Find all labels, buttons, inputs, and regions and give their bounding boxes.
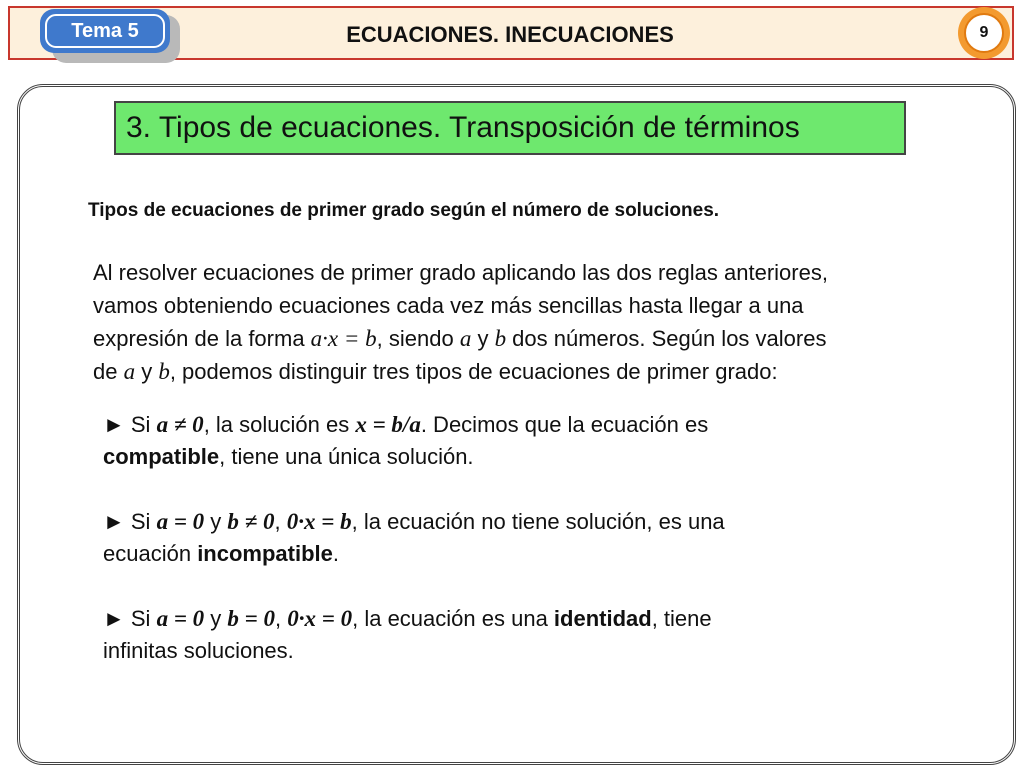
subtitle: Tipos de ecuaciones de primer grado según el número de soluciones.	[88, 200, 720, 221]
page-number: 9	[979, 24, 989, 41]
math-expression: a·x = b	[310, 326, 377, 351]
page-number-badge	[958, 7, 1010, 59]
intro-line-3: expresión de la forma a·x = b, siendo a y b dos números. Según los valores	[93, 326, 827, 351]
keyword-identity: identidad	[553, 606, 652, 631]
header-title: ECUACIONES. INECUACIONES	[346, 22, 674, 47]
intro-line-1: Al resolver ecuaciones de primer grado aplicando las dos reglas anteriores,	[93, 260, 828, 285]
bullet-arrow-icon: ► Si	[103, 509, 157, 534]
case-identity: ► Si a = 0 y b = 0, 0·x = 0, la ecuación es una identidad, tiene infinitas soluciones.	[103, 606, 712, 663]
topic-tag[interactable]	[40, 9, 170, 53]
topic-tag-label: Tema 5	[71, 19, 139, 42]
bullet-arrow-icon: ► Si	[103, 606, 157, 631]
intro-paragraph	[93, 256, 973, 388]
intro-line-2: vamos obteniendo ecuaciones cada vez más sencillas hasta llegar a una	[93, 293, 804, 318]
keyword-compatible: compatible	[103, 444, 220, 469]
intro-line-4: de a y b, podemos distinguir tres tipos de ecuaciones de primer grado:	[93, 359, 778, 384]
bullet-arrow-icon: ► Si	[103, 412, 157, 437]
keyword-incompatible: incompatible	[197, 541, 333, 566]
section-title-text: 3. Tipos de ecuaciones. Transposición de términos	[126, 111, 800, 144]
case-incompatible: ► Si a = 0 y b ≠ 0, 0·x = b, la ecuación no tiene solución, es una ecuación incompatible.	[103, 509, 725, 566]
section-title	[114, 101, 906, 155]
case-compatible: ► Si a ≠ 0, la solución es x = b/a. Decimos que la ecuación es compatible, tiene una única solución.	[103, 412, 709, 469]
